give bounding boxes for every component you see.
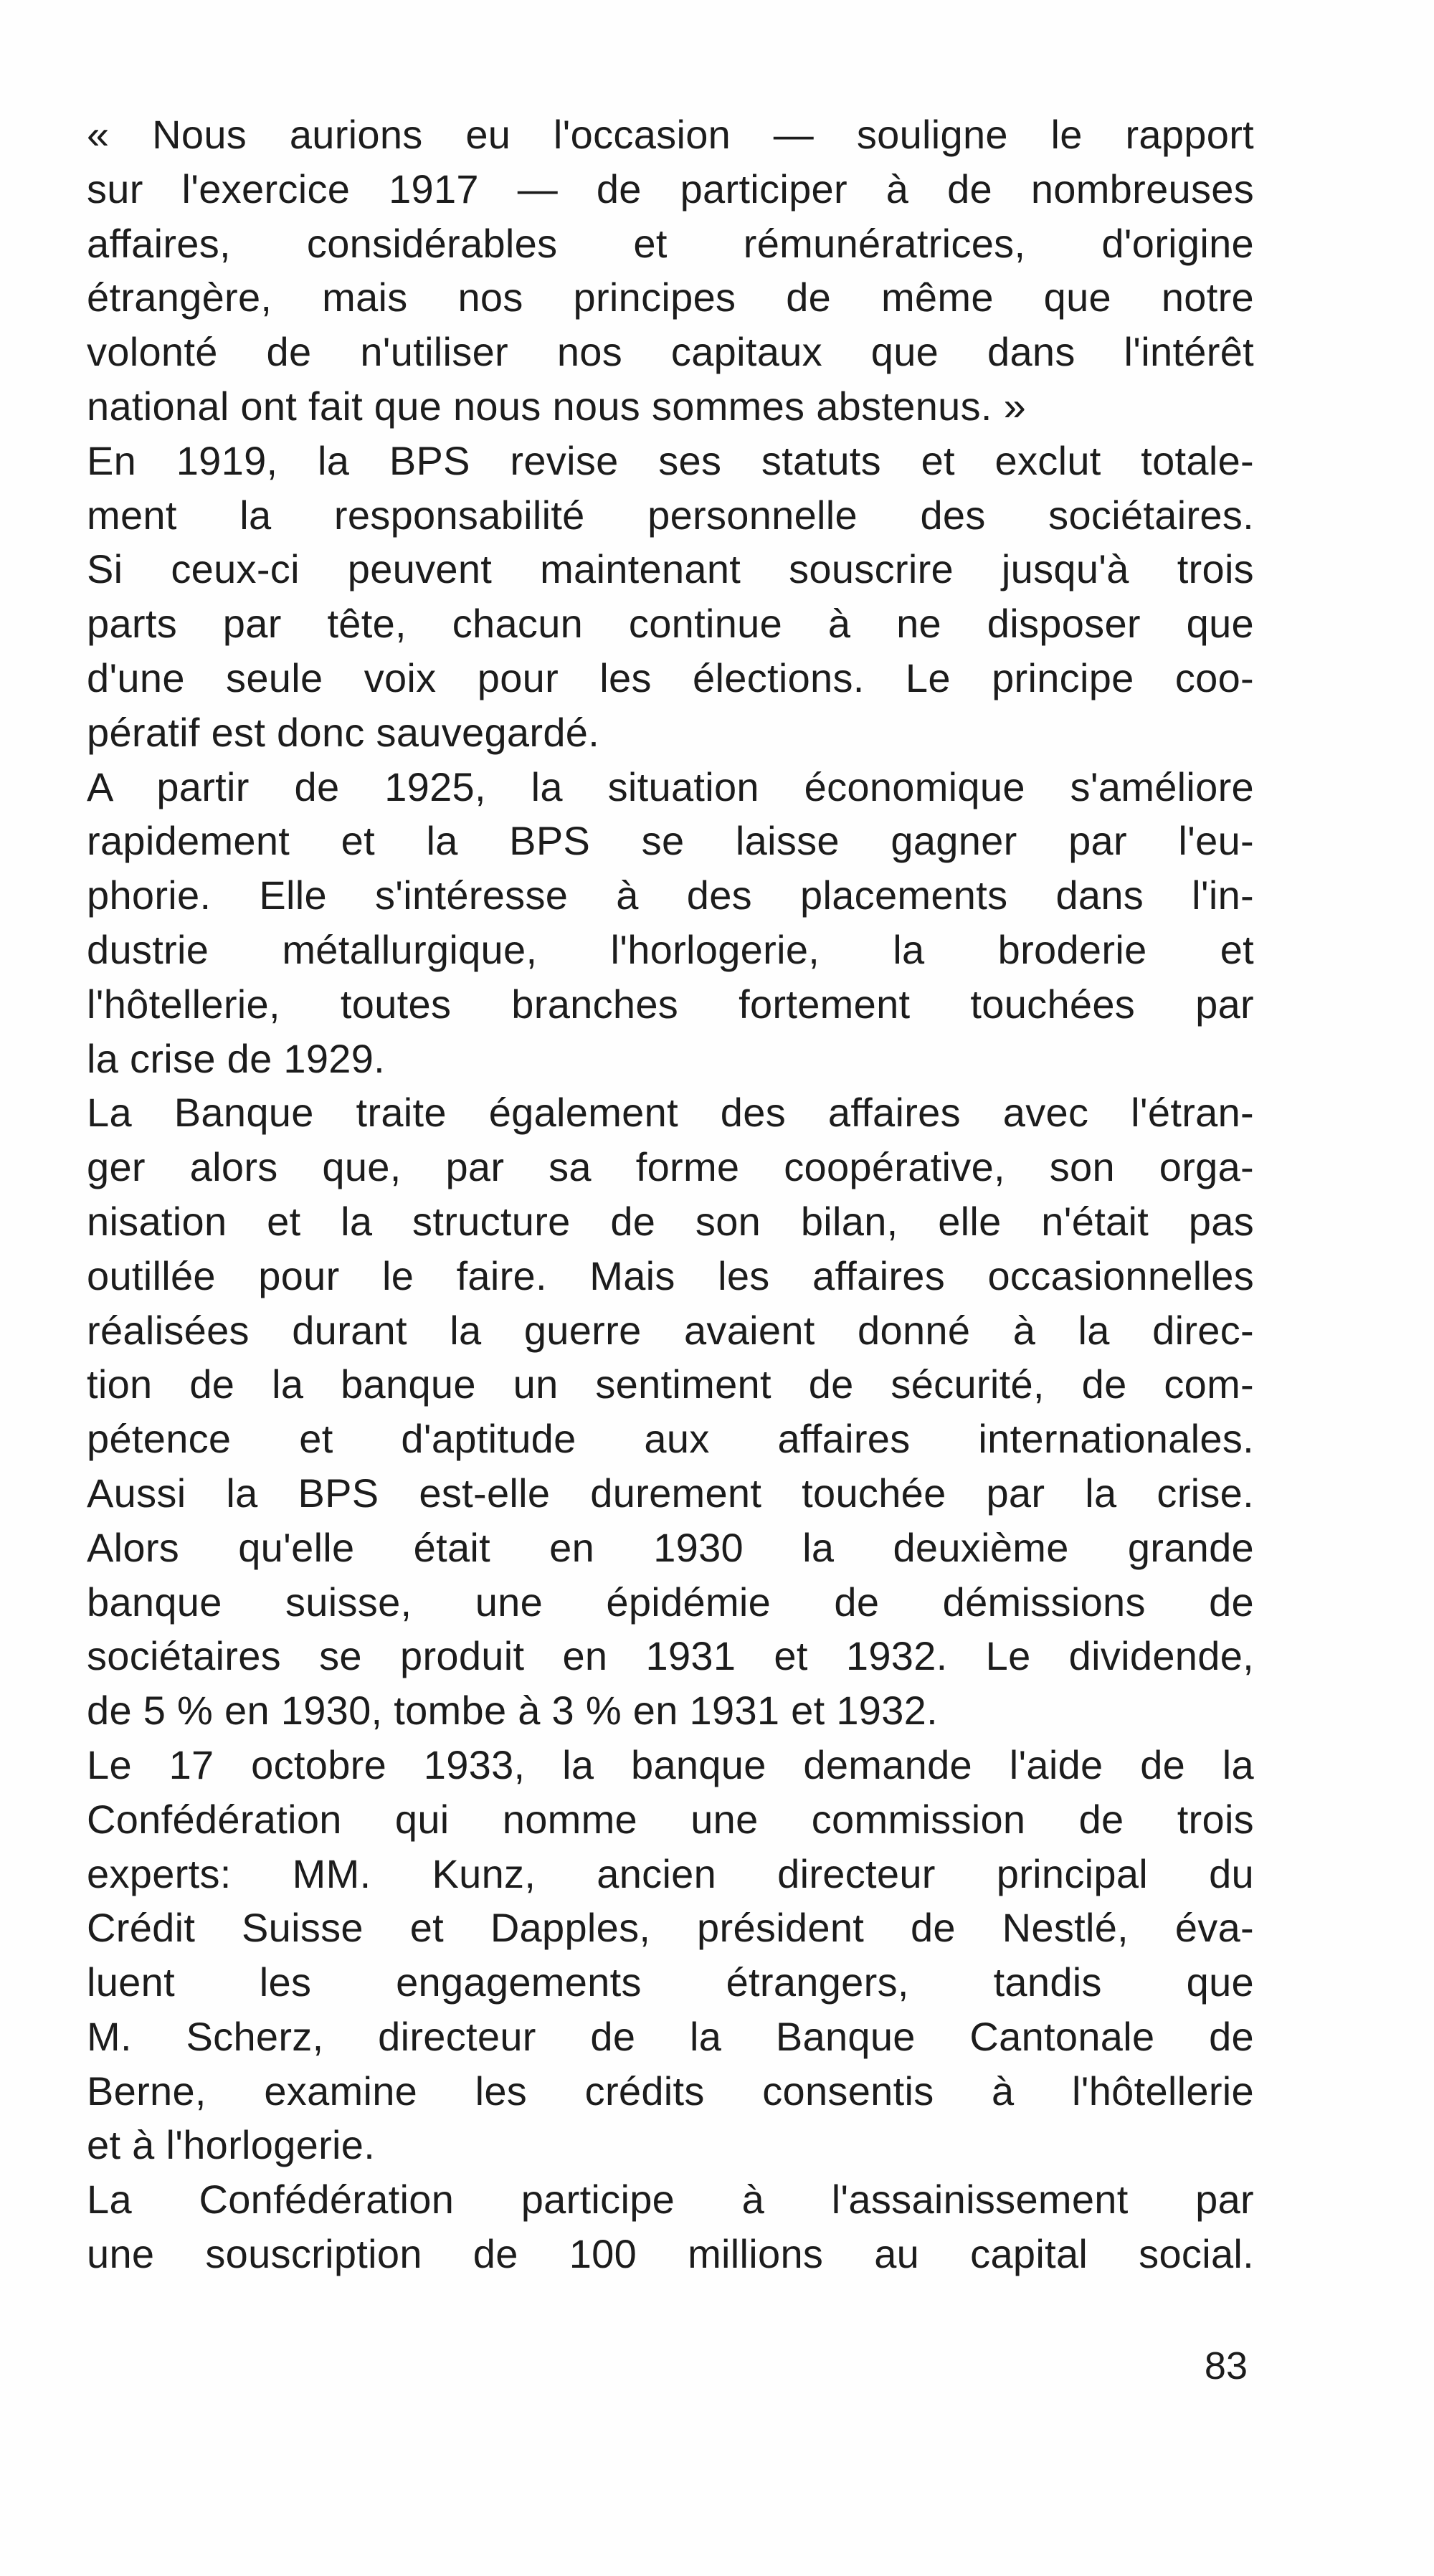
text-line: En 1919, la BPS revise ses statuts et exclut totale-: [87, 437, 1254, 483]
text-line: étrangère, mais nos principes de même que notre: [87, 275, 1254, 320]
text-line: Crédit Suisse et Dapples, président de Nestlé, éva-: [87, 1905, 1254, 1951]
text-line: et à l'horlogerie.: [87, 2122, 376, 2168]
text-line: pétence et d'aptitude aux affaires internationales.: [87, 1416, 1254, 1462]
text-line: pératif est donc sauvegardé.: [87, 709, 600, 755]
text-line: Alors qu'elle était en 1930 la deuxième grande: [87, 1524, 1254, 1570]
text-line: d'une seule voix pour les élections. Le principe coo-: [87, 655, 1254, 700]
body-text: [87, 108, 1254, 2281]
text-line: de 5 % en 1930, tombe à 3 % en 1931 et 1932.: [87, 1688, 938, 1734]
text-line: parts par tête, chacun continue à ne disposer que: [87, 601, 1254, 647]
text-line: Confédération qui nomme une commission de trois: [87, 1796, 1254, 1842]
text-line: La Banque traite également des affaires avec l'étran-: [87, 1090, 1254, 1136]
text-line: sur l'exercice 1917 — de participer à de nombreuses: [87, 166, 1254, 212]
text-line: réalisées durant la guerre avaient donné à la direc-: [87, 1307, 1254, 1353]
text-line: experts: MM. Kunz, ancien directeur principal du: [87, 1850, 1254, 1896]
text-line: banque suisse, une épidémie de démissions de: [87, 1579, 1254, 1625]
text-line: A partir de 1925, la situation économique s'améliore: [87, 764, 1254, 809]
text-line: rapidement et la BPS se laisse gagner par l'eu-: [87, 818, 1254, 864]
text-line: la crise de 1929.: [87, 1035, 386, 1081]
text-line: Berne, examine les crédits consentis à l'hôtellerie: [87, 2068, 1254, 2114]
text-line: une souscription de 100 millions au capital social.: [87, 2231, 1254, 2277]
text-line: La Confédération participe à l'assainissement par: [87, 2177, 1254, 2223]
text-line: ger alors que, par sa forme coopérative, son orga-: [87, 1144, 1254, 1190]
text-line: national ont fait que nous nous sommes abstenus. »: [87, 383, 1027, 429]
text-line: nisation et la structure de son bilan, elle n'était pas: [87, 1198, 1254, 1244]
text-line: affaires, considérables et rémunératrices, d'origine: [87, 220, 1254, 266]
text-line: outillée pour le faire. Mais les affaires occasionnelles: [87, 1253, 1254, 1298]
text-line: Si ceux-ci peuvent maintenant souscrire jusqu'à trois: [87, 546, 1254, 592]
page-number: 83: [1204, 2344, 1248, 2387]
text-line: Le 17 octobre 1933, la banque demande l'aide de la: [87, 1741, 1254, 1787]
text-line: « Nous aurions eu l'occasion — souligne le rapport: [87, 112, 1254, 157]
text-line: Aussi la BPS est-elle durement touchée par la crise.: [87, 1470, 1254, 1516]
text-line: tion de la banque un sentiment de sécurité, de com-: [87, 1361, 1254, 1407]
text-line: phorie. Elle s'intéresse à des placements dans l'in-: [87, 873, 1254, 918]
text-line: luent les engagements étrangers, tandis que: [87, 1959, 1254, 2005]
text-line: l'hôtellerie, toutes branches fortement touchées par: [87, 981, 1254, 1027]
text-line: volonté de n'utiliser nos capitaux que dans l'intérêt: [87, 329, 1254, 375]
text-line: ment la responsabilité personnelle des sociétaires.: [87, 492, 1254, 538]
text-line: M. Scherz, directeur de la Banque Cantonale de: [87, 2013, 1254, 2059]
text-line: sociétaires se produit en 1931 et 1932. Le dividende,: [87, 1633, 1254, 1679]
text-line: dustrie métallurgique, l'horlogerie, la broderie et: [87, 926, 1254, 972]
